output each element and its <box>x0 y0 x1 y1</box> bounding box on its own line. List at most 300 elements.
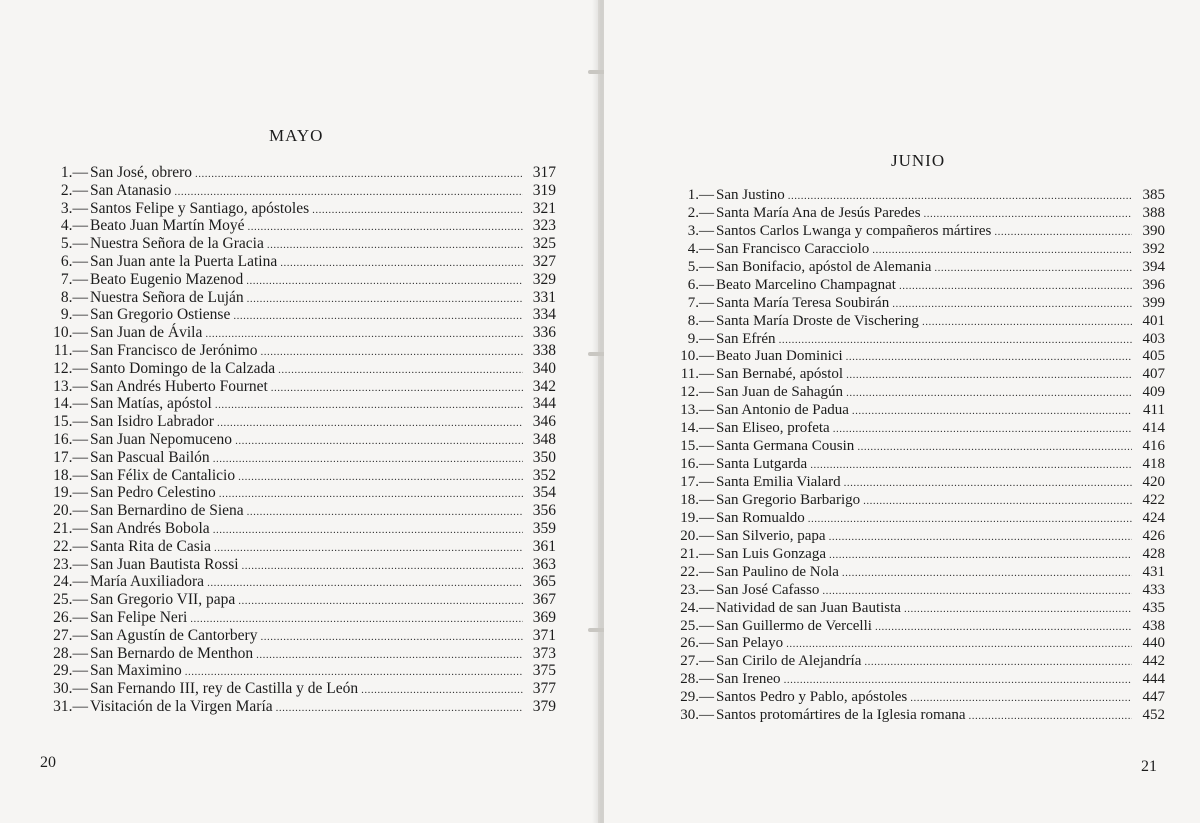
entry-number: 19.— <box>680 509 714 526</box>
entry-title: San Gregorio Ostiense <box>90 306 231 324</box>
dot-leader <box>242 558 523 576</box>
dot-leader <box>872 242 1132 260</box>
dot-leader <box>846 367 1132 385</box>
entry-page-number: 392 <box>1142 240 1165 257</box>
dot-leader <box>260 629 523 647</box>
entry-page-number: 327 <box>532 252 556 270</box>
toc-entry <box>40 289 556 307</box>
entry-title: San Guillermo de Vercelli <box>716 617 872 634</box>
toc-entry <box>658 510 1165 528</box>
entry-page-number: 435 <box>1142 599 1165 616</box>
entry-page-number: 375 <box>532 662 556 680</box>
dot-leader <box>213 522 523 540</box>
dot-leader <box>829 529 1132 547</box>
entry-page-number: 414 <box>1142 420 1165 437</box>
entry-title: San Gregorio VII, papa <box>90 591 236 609</box>
entry-page-number: 438 <box>1142 617 1165 634</box>
entry-page-number: 365 <box>532 573 556 591</box>
toc-entry <box>658 205 1165 223</box>
toc-entry <box>40 502 556 520</box>
toc-entry <box>658 438 1165 456</box>
entry-title: Santa Rita de Casia <box>90 537 211 555</box>
entry-page-number: 363 <box>532 555 556 573</box>
dot-leader <box>899 278 1132 296</box>
entry-page-number: 411 <box>1143 402 1165 419</box>
entry-number: 14.— <box>680 420 714 437</box>
entry-title: San Ireneo <box>716 671 781 688</box>
entry-title: San Pascual Bailón <box>90 448 210 466</box>
entry-number: 11.— <box>53 341 88 359</box>
dot-leader <box>784 672 1132 690</box>
toc-entry <box>658 277 1165 295</box>
dot-leader <box>246 273 523 291</box>
toc-entry <box>658 241 1165 259</box>
entry-page-number: 354 <box>532 484 556 502</box>
entry-number: 15.— <box>680 438 714 455</box>
entry-page-number: 420 <box>1142 474 1165 490</box>
dot-leader <box>846 349 1132 367</box>
entry-page-number: 369 <box>532 608 556 626</box>
entry-number: 10.— <box>53 324 88 342</box>
entry-number: 14.— <box>53 395 88 413</box>
entry-title: San Luis Gonzaga <box>716 545 826 562</box>
toc-entry <box>658 259 1165 277</box>
entry-page-number: 403 <box>1142 330 1165 347</box>
contents-list-mayo <box>40 164 556 716</box>
entry-title: San Pelayo <box>716 635 784 652</box>
entry-title: San Andrés Huberto Fournet <box>90 377 268 395</box>
dot-leader <box>844 475 1132 493</box>
dot-leader <box>217 415 523 433</box>
toc-entry <box>40 449 556 467</box>
entry-number: 2.— <box>60 181 88 199</box>
dot-leader <box>852 403 1132 421</box>
toc-entry <box>40 413 556 431</box>
dot-leader <box>248 219 523 237</box>
entry-number: 24.— <box>680 599 714 616</box>
dot-leader <box>910 690 1132 708</box>
right-page <box>604 0 1200 823</box>
dot-leader <box>875 619 1132 637</box>
toc-entry <box>658 707 1165 725</box>
entry-page-number: 338 <box>532 341 556 359</box>
dot-leader <box>808 511 1132 529</box>
dot-leader <box>788 188 1132 206</box>
dot-leader <box>994 224 1132 242</box>
entry-page-number: 422 <box>1142 491 1165 508</box>
toc-entry <box>658 366 1165 384</box>
entry-page-number: 377 <box>532 680 556 698</box>
entry-number: 6.— <box>687 276 714 293</box>
toc-entry <box>40 378 556 396</box>
entry-title: San Juan ante la Puerta Latina <box>90 252 278 270</box>
toc-entry <box>658 402 1165 420</box>
entry-page-number: 342 <box>532 377 556 395</box>
entry-page-number: 379 <box>532 697 556 715</box>
toc-entry <box>658 187 1165 205</box>
entry-number: 20.— <box>680 527 714 544</box>
entry-title: San Efrén <box>716 330 776 347</box>
entry-number: 4.— <box>687 240 714 257</box>
toc-entry <box>40 271 556 289</box>
entry-number: 22.— <box>53 537 88 555</box>
entry-page-number: 361 <box>532 537 556 555</box>
dot-leader <box>924 206 1132 224</box>
toc-entry <box>40 680 556 698</box>
entry-number: 29.— <box>53 662 88 680</box>
dot-leader <box>235 433 523 451</box>
entry-number: 19.— <box>53 484 88 502</box>
dot-leader <box>863 493 1132 511</box>
entry-page-number: 321 <box>532 199 556 217</box>
dot-leader <box>280 255 523 273</box>
dot-leader <box>247 504 523 522</box>
entry-title: Santos protomártires de la Iglesia romana <box>716 707 966 724</box>
toc-entry <box>658 635 1165 653</box>
dot-leader <box>238 469 523 487</box>
dot-leader <box>904 601 1132 619</box>
entry-page-number: 409 <box>1142 384 1165 401</box>
entry-number: 10.— <box>680 348 714 365</box>
month-title-mayo: MAYO <box>269 126 324 145</box>
contents-list-junio <box>658 187 1165 725</box>
entry-number: 17.— <box>680 474 714 490</box>
entry-title: Santo Domingo de la Calzada <box>90 359 276 377</box>
entry-page-number: 388 <box>1142 204 1165 221</box>
toc-entry <box>658 671 1165 689</box>
entry-title: San Justino <box>716 187 785 203</box>
entry-number: 18.— <box>680 491 714 508</box>
entry-page-number: 442 <box>1142 653 1165 670</box>
toc-entry <box>40 538 556 556</box>
entry-number: 3.— <box>687 222 714 239</box>
entry-page-number: 426 <box>1142 527 1165 544</box>
entry-page-number: 433 <box>1142 581 1165 598</box>
toc-entry <box>658 420 1165 438</box>
entry-title: San Eliseo, profeta <box>716 420 830 437</box>
toc-entry <box>658 223 1165 241</box>
entry-number: 26.— <box>53 608 88 626</box>
entry-number: 2.— <box>687 204 714 221</box>
entry-page-number: 334 <box>532 306 556 324</box>
toc-entry <box>658 689 1165 707</box>
entry-title: San Maximino <box>90 662 182 680</box>
page-number-right: 21 <box>1141 758 1157 775</box>
entry-number: 25.— <box>53 591 88 609</box>
entry-number: 22.— <box>680 563 714 580</box>
entry-page-number: 424 <box>1142 509 1165 526</box>
toc-entry <box>658 331 1165 349</box>
toc-entry <box>40 520 556 538</box>
entry-page-number: 416 <box>1142 438 1165 455</box>
dot-leader <box>829 547 1132 565</box>
entry-title: San Andrés Bobola <box>90 519 210 537</box>
dot-leader <box>922 314 1132 332</box>
dot-leader <box>892 296 1132 314</box>
entry-title: Santa María Ana de Jesús Paredes <box>716 204 921 221</box>
entry-title: San Isidro Labrador <box>90 413 214 431</box>
entry-page-number: 319 <box>532 181 556 199</box>
entry-title: San José, obrero <box>90 164 193 181</box>
dot-leader <box>256 647 523 665</box>
entry-number: 23.— <box>53 555 88 573</box>
toc-entry <box>658 546 1165 564</box>
entry-number: 27.— <box>680 653 714 670</box>
entry-page-number: 350 <box>532 448 556 466</box>
toc-entry <box>40 484 556 502</box>
entry-page-number: 452 <box>1142 707 1165 724</box>
entry-page-number: 340 <box>532 359 556 377</box>
entry-title: San Atanasio <box>90 181 172 199</box>
entry-title: Santa Lutgarda <box>716 456 808 473</box>
entry-title: San Paulino de Nola <box>716 563 839 580</box>
toc-entry <box>658 492 1165 510</box>
dot-leader <box>786 636 1132 654</box>
entry-page-number: 444 <box>1142 671 1165 688</box>
toc-entry <box>658 295 1165 313</box>
dot-leader <box>864 654 1132 672</box>
toc-entry <box>40 431 556 449</box>
entry-page-number: 394 <box>1142 258 1165 275</box>
entry-page-number: 399 <box>1142 294 1165 311</box>
toc-entry <box>40 217 556 235</box>
entry-number: 28.— <box>680 671 714 688</box>
dot-leader <box>361 682 523 700</box>
entry-number: 17.— <box>53 448 88 466</box>
entry-title: San Félix de Cantalicio <box>90 466 236 484</box>
dot-leader <box>271 380 523 398</box>
entry-page-number: 440 <box>1142 635 1165 652</box>
entry-page-number: 401 <box>1142 312 1165 329</box>
toc-entry <box>658 474 1165 492</box>
entry-number: 30.— <box>53 680 88 698</box>
toc-entry <box>40 235 556 253</box>
entry-title: Visitación de la Virgen María <box>90 697 273 715</box>
dot-leader <box>822 583 1132 601</box>
dot-leader <box>213 451 523 469</box>
dot-leader <box>267 237 523 255</box>
toc-entry <box>40 324 556 342</box>
entry-number: 28.— <box>53 644 88 662</box>
entry-title: Beato Marcelino Champagnat <box>716 276 896 293</box>
entry-title: San Francisco Caracciolo <box>716 240 870 257</box>
dot-leader <box>276 700 523 718</box>
toc-entry <box>40 591 556 609</box>
entry-title: San José Cafasso <box>716 581 820 598</box>
toc-entry <box>658 384 1165 402</box>
entry-number: 16.— <box>53 430 88 448</box>
toc-entry <box>658 348 1165 366</box>
entry-number: 13.— <box>53 377 88 395</box>
page-number-left: 20 <box>40 754 56 771</box>
entry-page-number: 447 <box>1142 689 1165 706</box>
entry-number: 12.— <box>680 384 714 401</box>
entry-title: Santos Pedro y Pablo, apóstoles <box>716 689 908 706</box>
entry-page-number: 359 <box>532 519 556 537</box>
toc-entry <box>40 698 556 716</box>
entry-number: 18.— <box>53 466 88 484</box>
entry-title: Santa María Droste de Vischering <box>716 312 919 329</box>
dot-leader <box>233 308 523 326</box>
entry-title: San Pedro Celestino <box>90 484 216 502</box>
toc-entry <box>658 456 1165 474</box>
entry-number: 7.— <box>60 270 88 288</box>
entry-number: 7.— <box>687 294 714 311</box>
dot-leader <box>312 202 523 220</box>
entry-title: Natividad de san Juan Bautista <box>716 599 901 616</box>
entry-page-number: 418 <box>1142 456 1165 473</box>
toc-entry <box>658 600 1165 618</box>
toc-entry <box>40 253 556 271</box>
entry-number: 9.— <box>60 306 88 324</box>
toc-entry <box>658 582 1165 600</box>
entry-number: 15.— <box>53 413 88 431</box>
entry-title: San Juan de Ávila <box>90 324 203 342</box>
left-page <box>0 0 598 823</box>
entry-page-number: 346 <box>532 413 556 431</box>
entry-number: 31.— <box>53 697 88 715</box>
entry-title: San Juan de Sahagún <box>716 384 844 401</box>
toc-entry <box>40 573 556 591</box>
entry-number: 16.— <box>680 456 714 473</box>
entry-number: 3.— <box>60 199 88 217</box>
dot-leader <box>846 385 1132 403</box>
entry-number: 20.— <box>53 502 88 520</box>
entry-title: San Juan Nepomuceno <box>90 430 233 448</box>
entry-title: Santos Carlos Lwanga y compañeros mártires <box>716 222 992 239</box>
entry-page-number: 325 <box>532 235 556 253</box>
entry-page-number: 407 <box>1142 366 1165 383</box>
entry-number: 8.— <box>60 288 88 306</box>
entry-title: San Felipe Neri <box>90 608 188 626</box>
entry-title: Nuestra Señora de la Gracia <box>90 235 264 253</box>
entry-page-number: 317 <box>532 164 556 181</box>
entry-title: Santa Germana Cousin <box>716 438 855 455</box>
entry-title: San Bernabé, apóstol <box>716 366 844 383</box>
entry-number: 21.— <box>53 519 88 537</box>
entry-title: San Bernardino de Siena <box>90 502 244 520</box>
entry-number: 5.— <box>687 258 714 275</box>
entry-title: San Matías, apóstol <box>90 395 212 413</box>
dot-leader <box>195 166 523 184</box>
toc-entry <box>40 306 556 324</box>
entry-page-number: 371 <box>532 626 556 644</box>
entry-page-number: 352 <box>532 466 556 484</box>
toc-entry <box>40 395 556 413</box>
entry-title: María Auxiliadora <box>90 573 205 591</box>
entry-page-number: 344 <box>532 395 556 413</box>
toc-entry <box>40 182 556 200</box>
entry-number: 21.— <box>680 545 714 562</box>
toc-entry <box>658 564 1165 582</box>
entry-number: 8.— <box>687 312 714 329</box>
dot-leader <box>842 565 1132 583</box>
entry-number: 6.— <box>60 252 88 270</box>
entry-page-number: 373 <box>532 644 556 662</box>
entry-title: San Romualdo <box>716 509 805 526</box>
entry-title: San Bernardo de Menthon <box>90 644 254 662</box>
entry-page-number: 385 <box>1142 187 1165 203</box>
entry-title: Santa Emilia Vialard <box>716 474 841 490</box>
entry-title: Beato Eugenio Mazenod <box>90 270 244 288</box>
toc-entry <box>40 200 556 218</box>
dot-leader <box>260 344 523 362</box>
entry-page-number: 405 <box>1142 348 1165 365</box>
entry-title: San Francisco de Jerónimo <box>90 341 258 359</box>
dot-leader <box>810 457 1132 475</box>
dot-leader <box>934 260 1132 278</box>
dot-leader <box>215 397 523 415</box>
entry-title: San Gregorio Barbarigo <box>716 491 861 508</box>
dot-leader <box>247 291 523 309</box>
entry-page-number: 323 <box>532 217 556 235</box>
toc-entry <box>40 360 556 378</box>
entry-number: 1.— <box>60 164 88 181</box>
entry-number: 26.— <box>680 635 714 652</box>
entry-title: San Silverio, papa <box>716 527 826 544</box>
entry-page-number: 431 <box>1142 563 1165 580</box>
entry-page-number: 336 <box>532 324 556 342</box>
dot-leader <box>207 575 523 593</box>
toc-entry <box>40 556 556 574</box>
entry-page-number: 356 <box>532 502 556 520</box>
entry-page-number: 348 <box>532 430 556 448</box>
entry-title: San Fernando III, rey de Castilla y de León <box>90 680 359 698</box>
entry-page-number: 367 <box>532 591 556 609</box>
toc-entry <box>40 662 556 680</box>
dot-leader <box>278 362 523 380</box>
toc-entry <box>40 645 556 663</box>
entry-number: 11.— <box>680 366 714 383</box>
entry-number: 29.— <box>680 689 714 706</box>
toc-entry <box>658 653 1165 671</box>
dot-leader <box>833 421 1132 439</box>
entry-title: Nuestra Señora de Luján <box>90 288 244 306</box>
entry-page-number: 390 <box>1142 222 1165 239</box>
entry-page-number: 396 <box>1142 276 1165 293</box>
entry-number: 9.— <box>687 330 714 347</box>
entry-number: 13.— <box>680 402 714 419</box>
month-title-junio: JUNIO <box>891 151 946 170</box>
entry-title: San Juan Bautista Rossi <box>90 555 239 573</box>
entry-title: Beato Juan Dominici <box>716 348 843 365</box>
toc-entry <box>40 342 556 360</box>
dot-leader <box>238 593 523 611</box>
toc-entry <box>40 164 556 182</box>
entry-page-number: 331 <box>532 288 556 306</box>
entry-number: 4.— <box>60 217 88 235</box>
dot-leader <box>219 486 523 504</box>
toc-entry <box>40 627 556 645</box>
toc-entry <box>40 467 556 485</box>
entry-number: 23.— <box>680 581 714 598</box>
entry-number: 24.— <box>53 573 88 591</box>
dot-leader <box>779 332 1132 350</box>
entry-title: San Cirilo de Alejandría <box>716 653 862 670</box>
dot-leader <box>969 708 1132 726</box>
entry-number: 25.— <box>680 617 714 634</box>
entry-title: San Agustín de Cantorbery <box>90 626 258 644</box>
entry-number: 1.— <box>687 187 714 203</box>
entry-number: 12.— <box>53 359 88 377</box>
toc-entry <box>40 609 556 627</box>
toc-entry <box>658 618 1165 636</box>
toc-entry <box>658 528 1165 546</box>
entry-title: Santa María Teresa Soubirán <box>716 294 890 311</box>
dot-leader <box>857 439 1132 457</box>
entry-number: 27.— <box>53 626 88 644</box>
entry-title: Santos Felipe y Santiago, apóstoles <box>90 199 310 217</box>
